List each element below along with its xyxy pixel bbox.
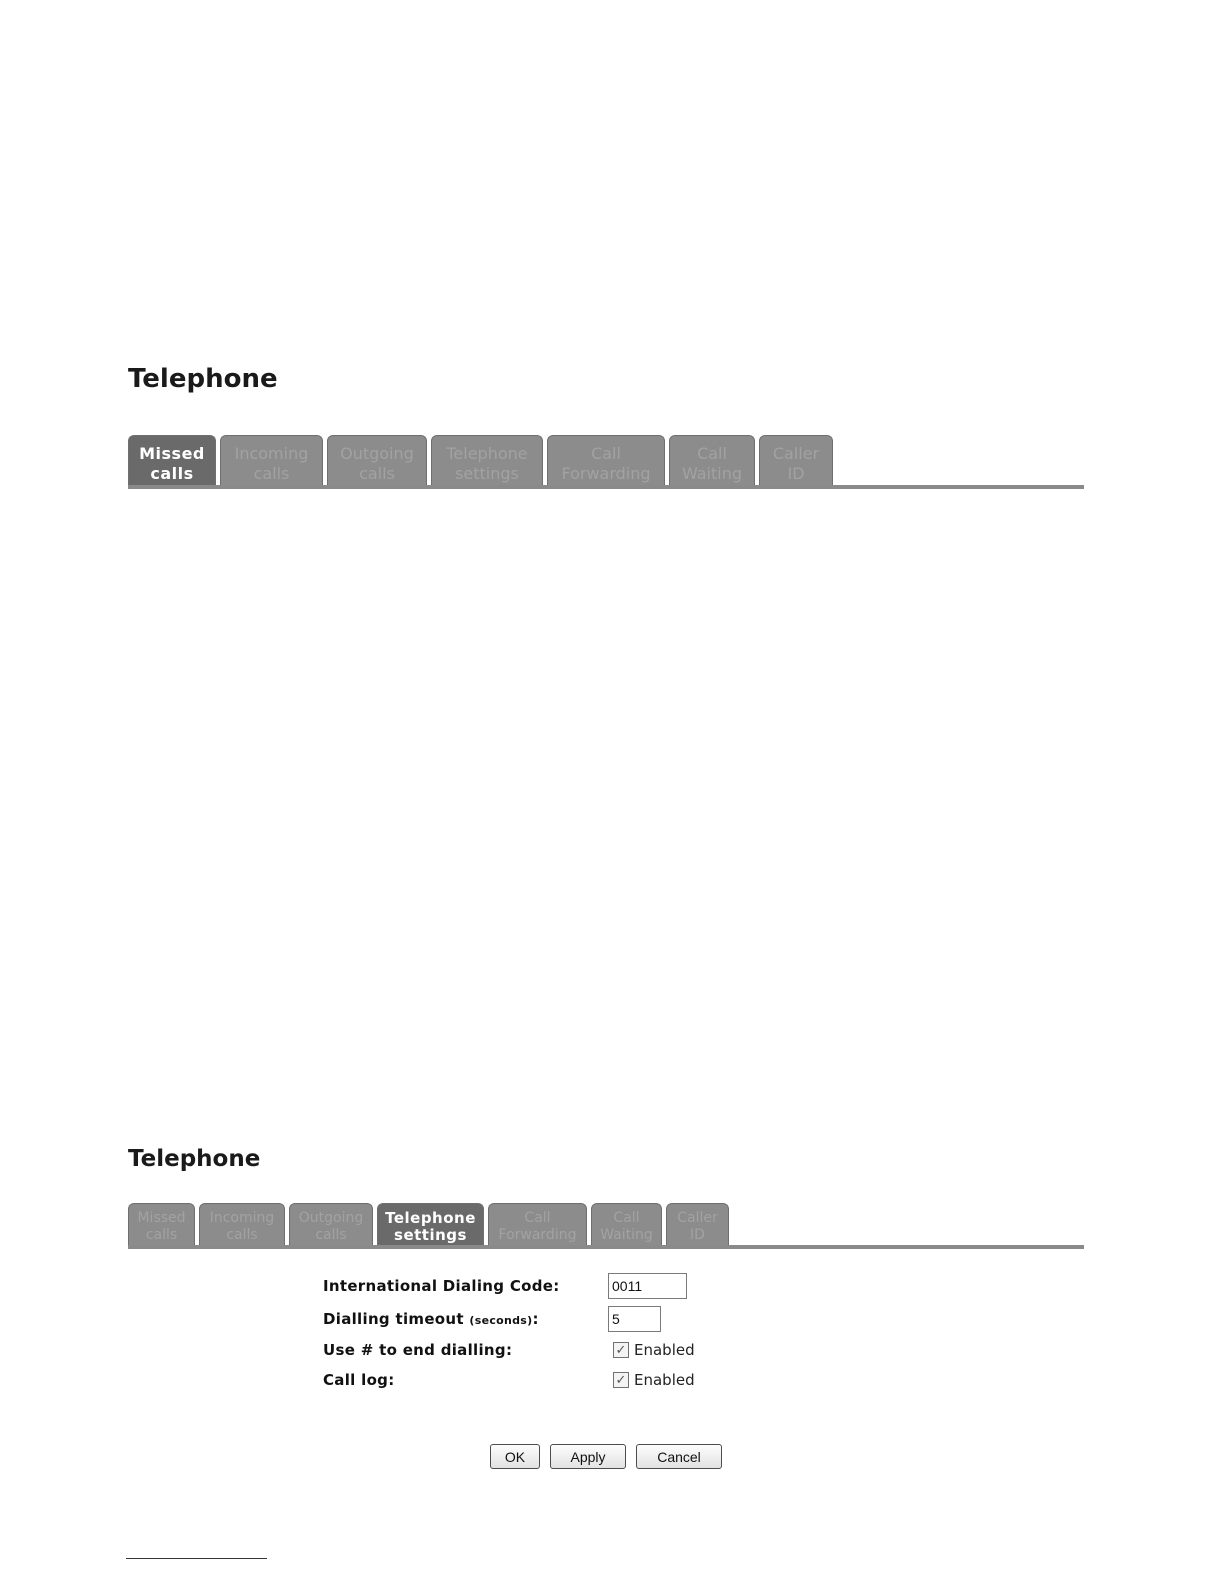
dialling-timeout-row bbox=[323, 1305, 743, 1333]
tab-bar bbox=[128, 435, 1084, 485]
tab-call-forwarding[interactable] bbox=[547, 435, 665, 485]
dialling-timeout-label bbox=[323, 1310, 608, 1328]
hash-end-dialling-enabled-label: Enabled bbox=[634, 1341, 695, 1359]
tab-label-line2: calls bbox=[150, 463, 194, 483]
tab-label-line1: Missed bbox=[139, 443, 205, 463]
intl-dialing-code-label: International Dialing Code: bbox=[323, 1277, 560, 1295]
tab-incoming-calls[interactable] bbox=[220, 435, 323, 485]
tab-outgoing-calls[interactable] bbox=[289, 1203, 373, 1245]
dialling-timeout-input[interactable] bbox=[608, 1306, 661, 1332]
call-log-row bbox=[323, 1366, 743, 1394]
tab-missed-calls[interactable] bbox=[128, 435, 216, 485]
tab-label-line1: Call bbox=[697, 443, 727, 463]
tab-label-line2: ID bbox=[787, 463, 805, 483]
tab-missed-calls[interactable] bbox=[128, 1203, 195, 1245]
intl-dialing-code-row bbox=[323, 1272, 743, 1300]
tab-bar bbox=[128, 1203, 1084, 1245]
dialling-timeout-colon: : bbox=[532, 1310, 539, 1328]
tab-caller-id[interactable] bbox=[666, 1203, 729, 1245]
tab-label-line1: Missed bbox=[137, 1209, 186, 1226]
telephone-panel-settings bbox=[128, 1142, 1084, 1465]
tab-label-line2: calls bbox=[145, 1226, 178, 1243]
hash-end-dialling-row bbox=[323, 1336, 743, 1364]
tab-label-line2: settings bbox=[394, 1225, 467, 1244]
tab-call-waiting[interactable] bbox=[669, 435, 755, 485]
page-title: Telephone bbox=[128, 364, 278, 394]
dialling-timeout-label-text: Dialling timeout bbox=[323, 1310, 464, 1328]
form-buttons bbox=[490, 1444, 732, 1469]
tab-label-line2: settings bbox=[455, 463, 519, 483]
hash-end-dialling-option bbox=[613, 1341, 695, 1359]
tab-label-line1: Incoming bbox=[209, 1209, 275, 1226]
tab-outgoing-calls[interactable] bbox=[327, 435, 427, 485]
tab-label-line2: Waiting bbox=[681, 463, 743, 483]
dialling-timeout-unit: (seconds) bbox=[469, 1314, 533, 1327]
hash-end-dialling-label: Use # to end dialling: bbox=[323, 1341, 513, 1359]
tab-label-line1: Outgoing bbox=[340, 443, 414, 463]
tab-incoming-calls[interactable] bbox=[199, 1203, 285, 1245]
page-title: Telephone bbox=[128, 1146, 261, 1172]
tab-label-line2: Forwarding bbox=[498, 1226, 577, 1243]
apply-button[interactable]: Apply bbox=[550, 1444, 626, 1469]
tab-label-line2: calls bbox=[359, 463, 395, 483]
tab-label-line1: Caller bbox=[772, 443, 820, 463]
ok-button[interactable]: OK bbox=[490, 1444, 540, 1469]
intl-dialing-code-input[interactable] bbox=[608, 1273, 687, 1299]
call-log-label: Call log: bbox=[323, 1371, 395, 1389]
tab-telephone-settings[interactable] bbox=[377, 1203, 484, 1245]
tab-label-line1: Call bbox=[591, 443, 621, 463]
tab-call-waiting[interactable] bbox=[591, 1203, 662, 1245]
tab-label-line2: ID bbox=[690, 1226, 705, 1243]
tab-label-line2: calls bbox=[315, 1226, 347, 1243]
tab-label-line2: calls bbox=[226, 1226, 258, 1243]
hash-end-dialling-checkbox[interactable]: ✓ bbox=[613, 1342, 629, 1358]
tab-label-line1: Telephone bbox=[385, 1208, 476, 1227]
tab-label-line1: Call bbox=[613, 1209, 640, 1226]
cancel-button[interactable]: Cancel bbox=[636, 1444, 722, 1469]
tab-label-line2: Forwarding bbox=[561, 463, 651, 483]
tab-label-line1: Caller bbox=[677, 1209, 718, 1226]
tab-label-line2: calls bbox=[253, 463, 290, 483]
footnote-divider bbox=[126, 1558, 267, 1559]
call-log-option bbox=[613, 1371, 695, 1389]
tab-telephone-settings[interactable] bbox=[431, 435, 543, 485]
tab-label-line1: Outgoing bbox=[298, 1209, 364, 1226]
call-log-enabled-label: Enabled bbox=[634, 1371, 695, 1389]
tab-label-line1: Incoming bbox=[234, 443, 309, 463]
tab-label-line1: Telephone bbox=[446, 443, 528, 463]
tab-call-forwarding[interactable] bbox=[488, 1203, 587, 1245]
call-log-checkbox[interactable]: ✓ bbox=[613, 1372, 629, 1388]
tab-caller-id[interactable] bbox=[759, 435, 833, 485]
tab-label-line1: Call bbox=[524, 1209, 551, 1226]
telephone-panel-missed-calls bbox=[128, 360, 1084, 485]
tab-label-line2: Waiting bbox=[600, 1226, 653, 1243]
